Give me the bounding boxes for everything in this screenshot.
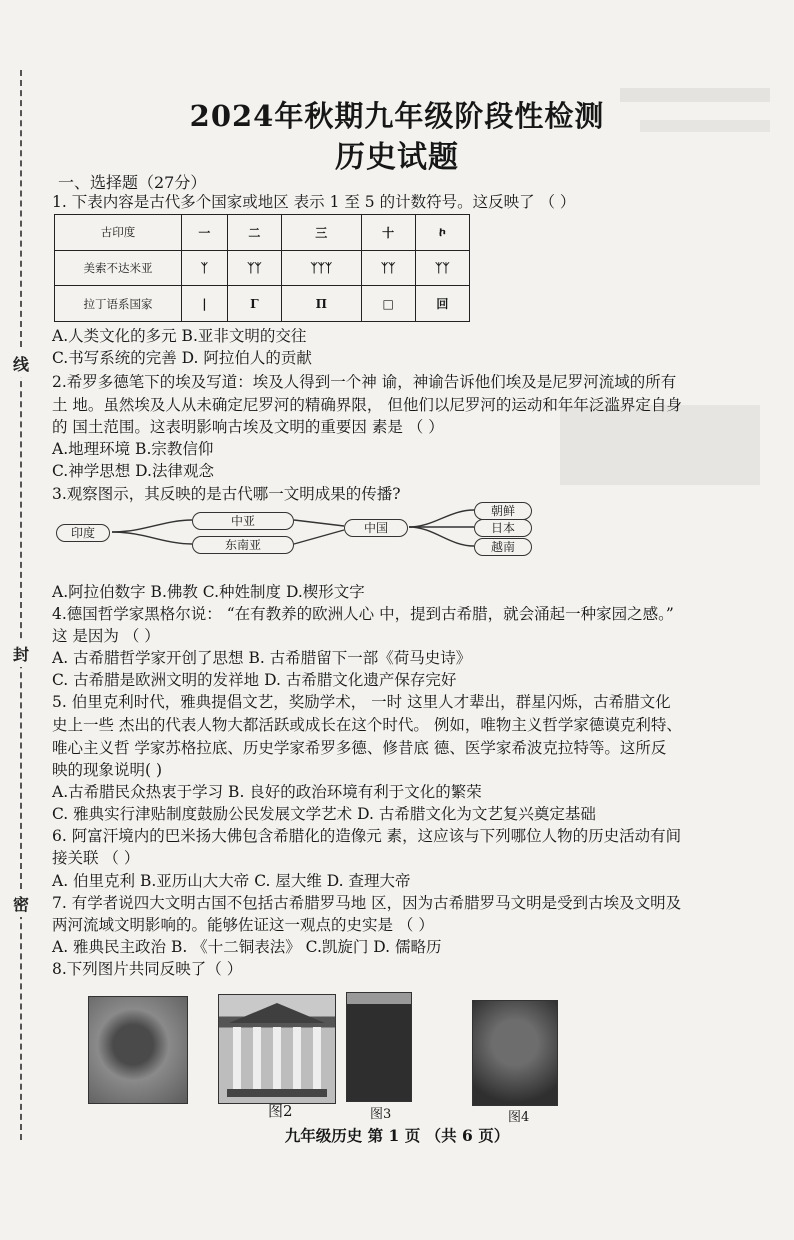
diagram-node-korea: 朝鲜 [474, 502, 532, 520]
binding-char-xian: 线 [13, 350, 29, 377]
diagram-connectors [54, 500, 544, 560]
q7-stem-1: 7. 有学者说四大文明古国不包括古希腊罗马地 区，因为古希腊罗马文明是受到古埃及文明及 [52, 894, 682, 912]
table-row-label: 拉丁语系国家 [55, 286, 182, 322]
q2-stem-2: 土 地。虽然埃及人从未确定尼罗河的精确界限， 但他们以尼罗河的运动和年年泛滥界定自身 [52, 396, 682, 414]
q5-options-cd: C. 雅典实行津贴制度鼓励公民发展文学艺术 D. 古希腊文化为文艺复兴奠定基础 [52, 805, 596, 823]
q1-options-ab: A.人类文化的多元 B.亚非文明的交往 [52, 327, 307, 345]
numeral-symbol: ᛉᛉ [227, 250, 281, 286]
numeral-symbol: ᛉᛉ [415, 250, 469, 286]
q4-options-cd: C. 古希腊是欧洲文明的发祥地 D. 古希腊文化遗产保存完好 [52, 671, 457, 689]
q2-options-ab: A.地理环境 B.宗教信仰 [52, 440, 214, 458]
table-row [55, 250, 470, 286]
page-footer: 九年级历史 第 1 页 （共 6 页） [284, 1126, 510, 1145]
q4-stem-1: 4.德国哲学家黑格尔说： “在有教养的欧洲人心 中，提到古希腊，就会涌起一种家园之感。” [52, 605, 674, 623]
numeral-symbol: ኮ [415, 215, 469, 251]
q5-stem-4: 映的现象说明( ) [52, 761, 163, 779]
numeral-symbol: Γ [227, 286, 281, 322]
diagram-node-vietnam: 越南 [474, 538, 532, 556]
diagram-node-central-asia: 中亚 [192, 512, 294, 530]
numeral-symbol: □ [361, 286, 415, 322]
q3-stem: 3.观察图示，其反映的是古代哪一文明成果的传播? [52, 485, 401, 503]
q4-options-ab: A. 古希腊哲学家开创了思想 B. 古希腊留下一部《荷马史诗》 [52, 649, 472, 667]
q6-stem-1: 6. 阿富汗境内的巴米扬大佛包含希腊化的造像元 素，这应该与下列哪位人物的历史活动有间 [52, 827, 682, 845]
q8-picture-4 [472, 1000, 558, 1106]
q8-stem: 8.下列图片共同反映了（ ） [52, 960, 243, 978]
numeral-symbol: 二 [227, 215, 281, 251]
exam-title: 2024年秋期九年级阶段性检测 [189, 99, 605, 133]
q6-stem-2: 接关联 （ ） [52, 849, 140, 867]
q1-stem: 1. 下表内容是古代多个国家或地区 表示 1 至 5 的计数符号。这反映了 （ ） [52, 193, 576, 211]
q3-options: A.阿拉伯数字 B.佛教 C.种姓制度 D.楔形文字 [52, 583, 365, 601]
numeral-symbol: 三 [282, 215, 362, 251]
q8-caption-4: 图4 [508, 1110, 530, 1125]
numeral-symbol: ᛉᛉ [361, 250, 415, 286]
q2-stem-3: 的 国土范围。这表明影响古埃及文明的重要因 素是 （ ） [52, 418, 444, 436]
section-heading: 一、选择题（27分） [58, 173, 207, 192]
q8-picture-1 [88, 996, 188, 1104]
binding-char-feng: 封 [13, 640, 29, 667]
numeral-symbol: 一 [182, 215, 228, 251]
table-row [55, 286, 470, 322]
q8-picture-3-stele [346, 992, 412, 1102]
table-row [55, 215, 470, 251]
diagram-node-china: 中国 [344, 519, 408, 537]
q8-caption-3: 图3 [370, 1107, 392, 1122]
numeral-symbol: | [182, 286, 228, 322]
q2-stem-1: 2.希罗多德笔下的埃及写道：埃及人得到一个神 谕，神谕告诉他们埃及是尼罗河流域的所有 [52, 373, 677, 391]
q7-options: A. 雅典民主政治 B. 《十二铜表法》 C.凯旋门 D. 儒略历 [52, 938, 442, 956]
q4-stem-2: 这 是因为 （ ） [52, 627, 160, 645]
numeral-symbol: ᛉ [182, 250, 228, 286]
diagram-node-india: 印度 [56, 524, 110, 542]
binding-dashed-line [20, 70, 22, 1140]
bleed-through-shadow [560, 405, 760, 485]
q5-stem-1: 5. 伯里克利时代，雅典提倡文艺，奖励学术， 一时 这里人才辈出，群星闪烁，古希腊文化 [52, 693, 671, 711]
binding-char-mi: 密 [13, 890, 29, 917]
q8-picture-2-temple [218, 994, 336, 1104]
table-row-label: 古印度 [55, 215, 182, 251]
q5-stem-3: 唯心主义哲 学家苏格拉底、历史学家希罗多德、修昔底 德、医学家希波克拉特等。这所反 [52, 739, 667, 757]
numeral-symbol: 十 [361, 215, 415, 251]
q7-stem-2: 两河流域文明影响的。能够佐证这一观点的史实是 （ ） [52, 916, 434, 934]
numeral-symbol: 回 [415, 286, 469, 322]
temple-columns-graphic [219, 995, 335, 1103]
exam-subject-title: 历史试题 [335, 140, 459, 175]
q1-options-cd: C.书写系统的完善 D. 阿拉伯人的贡献 [52, 349, 312, 367]
q2-options-cd: C.神学思想 D.法律观念 [52, 462, 214, 480]
q8-caption-2: 图2 [268, 1102, 293, 1120]
numeral-symbol: ᛉᛉᛉ [282, 250, 362, 286]
numeral-symbol: Π [282, 286, 362, 322]
table-row-label: 美索不达米亚 [55, 250, 182, 286]
diagram-node-japan: 日本 [474, 519, 532, 537]
q5-stem-2: 史上一些 杰出的代表人物大都活跃或成长在这个时代。 例如，唯物主义哲学家德谟克利特、 [52, 716, 682, 734]
q6-options: A. 伯里克利 B.亚历山大大帝 C. 屋大维 D. 查理大帝 [52, 872, 411, 890]
q1-numeral-table [54, 214, 470, 322]
q3-spread-diagram [54, 500, 544, 560]
diagram-node-southeast-asia: 东南亚 [192, 536, 294, 554]
q5-options-ab: A.古希腊民众热衷于学习 B. 良好的政治环境有利于文化的繁荣 [52, 783, 482, 801]
